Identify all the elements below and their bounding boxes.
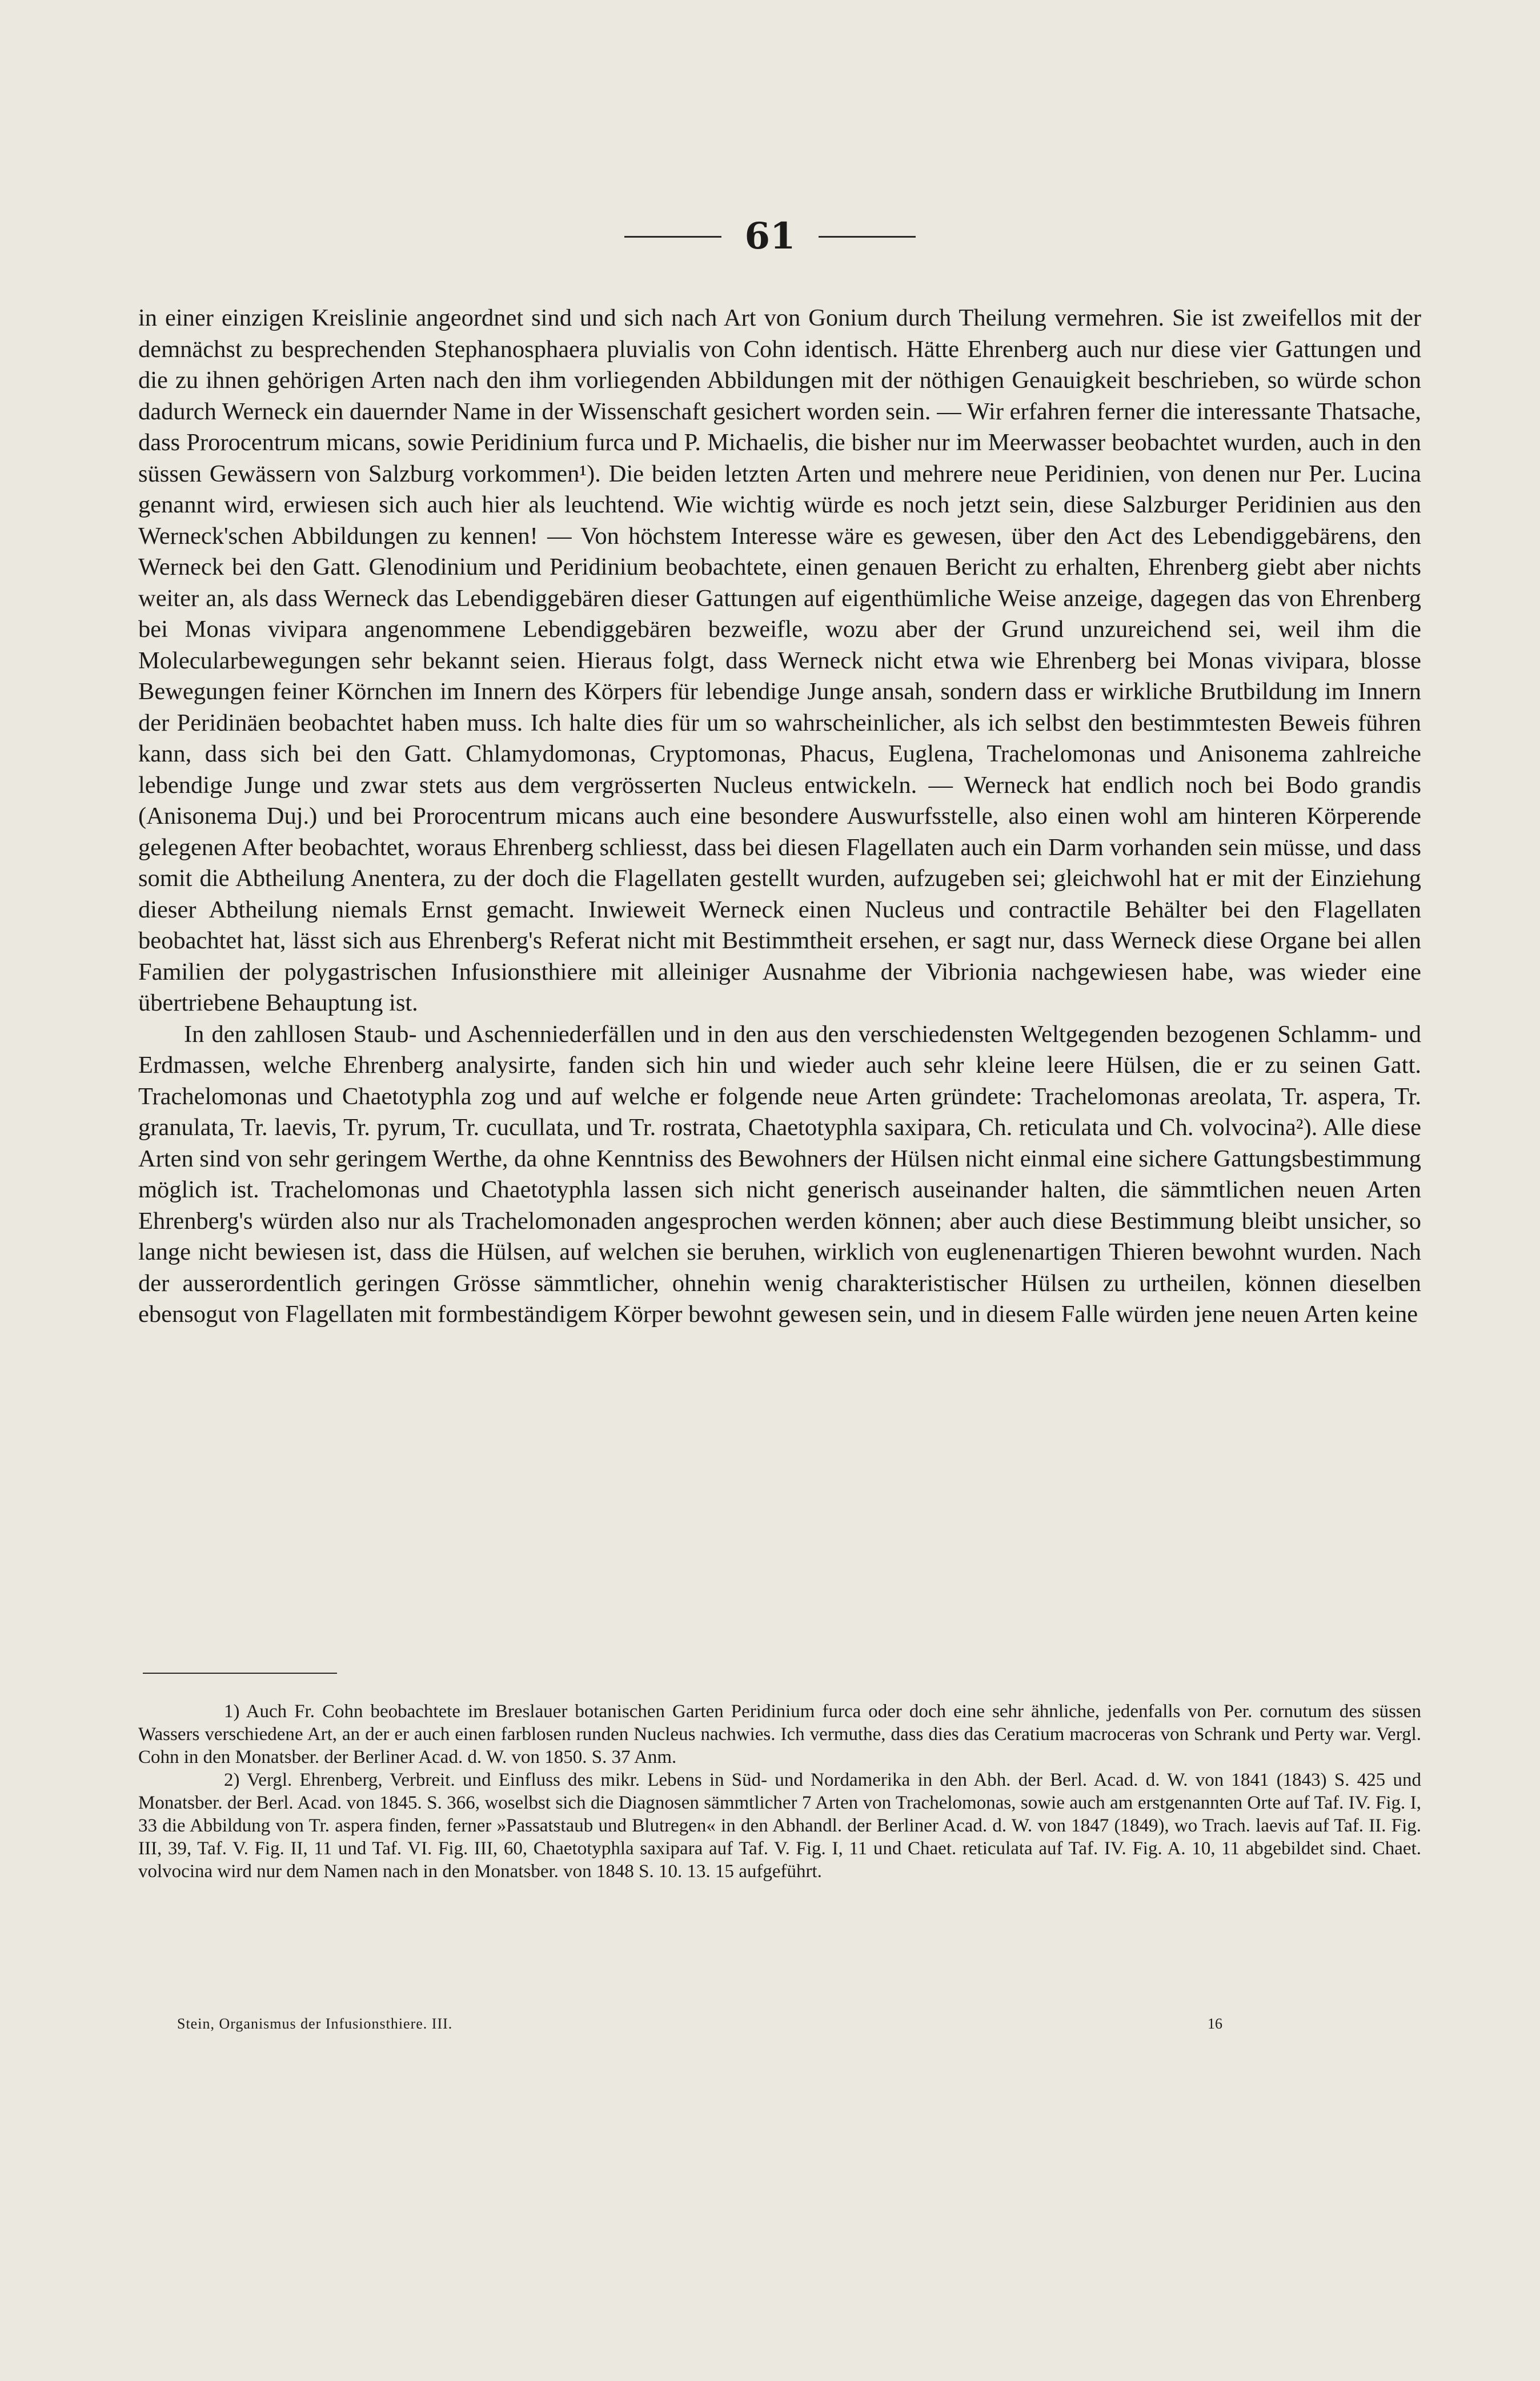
footnote-1: 1) Auch Fr. Cohn beobachtete im Breslauer botanischen Garten Peridinium furca oder doch eine sehr ähnliche, jedenfalls von Per. cornutum des süssen Wassers verschiedene Art, an der er auch einen farblosen runden Nucleus nachwies. Ich vermuthe, dass dies das Ceratium macroceras von Schrank und Perty war. Vergl. Cohn in den Monatsber. der Berliner Acad. d. W. von 1850. S. 37 Anm. bbox=[138, 1701, 1421, 1767]
signature-line: Stein, Organismus der Infusionsthiere. III. bbox=[177, 2015, 453, 2032]
sheet-number: 16 bbox=[1208, 2015, 1222, 2032]
header-rule-left bbox=[624, 236, 721, 238]
page-header bbox=[0, 215, 1540, 258]
body-text bbox=[138, 303, 1421, 1330]
paragraph-1: in einer einzigen Kreislinie angeordnet sind und sich nach Art von Gonium durch Theilung vermehren. Sie ist zweifellos mit der demnächst zu besprechenden Stephanosphaera pluvialis von Cohn identisch. Hätte Ehrenberg auch nur diese vier Gattungen und die zu ihnen gehörigen Arten nach den ihm vorliegenden Abbildungen mit der nöthigen Genauigkeit beschrieben, so würde schon dadurch Werneck ein dauernder Name in der Wissenschaft gesichert worden sein. — Wir erfahren ferner die interessante Thatsache, dass Prorocentrum micans, sowie Peridinium furca und P. Michaelis, die bisher nur im Meerwasser beobachtet wurden, auch in den süssen Gewässern von Salzburg vorkommen¹). Die beiden letzten Arten und mehrere neue Peridinien, von denen nur Per. Lucina genannt wird, erwiesen sich auch hier als leuchtend. Wie wichtig würde es noch jetzt sein, diese Salzburger Peridinien aus den Werneck'schen Abbildungen zu kennen! — Von höchstem Interesse wäre es gewesen, über den Act des Lebendiggebärens, den Werneck bei den Gatt. Glenodinium und Peridinium beobachtete, einen genauen Bericht zu erhalten, Ehrenberg giebt aber nichts weiter an, als dass Werneck das Lebendiggebären dieser Gattungen auf eigenthümliche Weise anzeige, dagegen das von Ehrenberg bei Monas vivipara angenommene Lebendiggebären bezweifle, wozu aber der Grund unzureichend sei, weil ihm die Molecularbewegungen sehr bekannt seien. Hieraus folgt, dass Werneck nicht etwa wie Ehrenberg bei Monas vivipara, blosse Bewegungen feiner Körnchen im Innern des Körpers für lebendige Junge ansah, sondern dass er wirkliche Brutbildung im Innern der Peridinäen beobachtet haben muss. Ich halte dies für um so wahrscheinlicher, als ich selbst den bestimmtesten Beweis führen kann, dass sich bei den Gatt. Chlamydomonas, Cryptomonas, Phacus, Euglena, Trachelomonas und Anisonema zahlreiche lebendige Junge und zwar stets aus dem vergrösserten Nucleus entwickeln. — Werneck hat endlich noch bei Bodo grandis (Anisonema Duj.) und bei Prorocentrum micans auch eine besondere Auswurfsstelle, also einen wohl am hinteren Körperende gelegenen After beobachtet, woraus Ehrenberg schliesst, dass bei diesen Flagellaten auch ein Darm vorhanden sein müsse, und dass somit die Abtheilung Anentera, zu der doch die Flagellaten gestellt wurden, aufzugeben sei; gleichwohl hat er mit der Einziehung dieser Abtheilung niemals Ernst gemacht. Inwieweit Werneck einen Nucleus und contractile Behälter bei den Flagellaten beobachtet hat, lässt sich aus Ehrenberg's Referat nicht mit Bestimmtheit ersehen, er sagt nur, dass Werneck diese Organe bei allen Familien der polygastrischen Infusionsthiere mit alleiniger Ausnahme der Vibrionia nachgewiesen habe, was wieder eine übertriebene Behauptung ist. bbox=[138, 304, 1421, 1016]
footnote-2: 2) Vergl. Ehrenberg, Verbreit. und Einfluss des mikr. Lebens in Süd- und Nordamerika in den Abh. der Berl. Acad. d. W. von 1841 (1843) S. 425 und Monatsber. der Berl. Acad. von 1845. S. 366, woselbst sich die Diagnosen sämmtlicher 7 Arten von Trachelomonas, sowie auch am erstgenannten Orte auf Taf. IV. Fig. I, 33 die Abbildung von Tr. aspera finden, ferner »Passatstaub und Blutregen« in den Abhandl. der Berliner Acad. d. W. von 1847 (1849), wo Trach. laevis auf Taf. II. Fig. III, 39, Taf. V. Fig. II, 11 und Taf. VI. Fig. III, 60, Chaetotyphla saxipara auf Taf. V. Fig. I, 11 und Chaet. reticulata auf Taf. IV. Fig. A. 10, 11 abgebildet sind. Chaet. volvocina wird nur dem Namen nach in den Monatsber. von 1848 S. 10. 13. 15 aufgeführt. bbox=[138, 1770, 1421, 1882]
page-footer bbox=[177, 2015, 1222, 2033]
paragraph-2: In den zahllosen Staub- und Aschenniederfällen und in den aus den verschiedensten Weltgegenden bezogenen Schlamm- und Erdmassen, welche Ehrenberg analysirte, fanden sich hin und wieder auch sehr kleine leere Hülsen, die er zu seinen Gatt. Trachelomonas und Chaetotyphla zog und auf welche er folgende neue Arten gründete: Trachelomonas areolata, Tr. aspera, Tr. granulata, Tr. laevis, Tr. pyrum, Tr. cucullata, und Tr. rostrata, Chaetotyphla saxipara, Ch. reticulata und Ch. volvocina²). Alle diese Arten sind von sehr geringem Werthe, da ohne Kenntniss des Bewohners der Hülsen nicht einmal eine sichere Gattungsbestimmung möglich ist. Trachelomonas und Chaetotyphla lassen sich nicht generisch auseinander halten, die sämmtlichen neuen Arten Ehrenberg's würden also nur als Trachelomonaden angesprochen werden können; aber auch diese Bestimmung bleibt unsicher, so lange nicht bewiesen ist, dass die Hülsen, auf welchen sie beruhen, wirklich von euglenenartigen Thieren bewohnt wurden. Nach der ausserordentlich geringen Grösse sämmtlicher, ohnehin wenig charakteristischer Hülsen zu urtheilen, können dieselben ebensogut von Flagellaten mit formbeständigem Körper bewohnt gewesen sein, und in diesem Falle würden jene neuen Arten keine bbox=[138, 1020, 1421, 1328]
footnotes bbox=[138, 1700, 1421, 1883]
page-number: 61 bbox=[744, 215, 796, 258]
footnote-divider bbox=[143, 1673, 337, 1674]
header-rule-right bbox=[819, 236, 916, 238]
